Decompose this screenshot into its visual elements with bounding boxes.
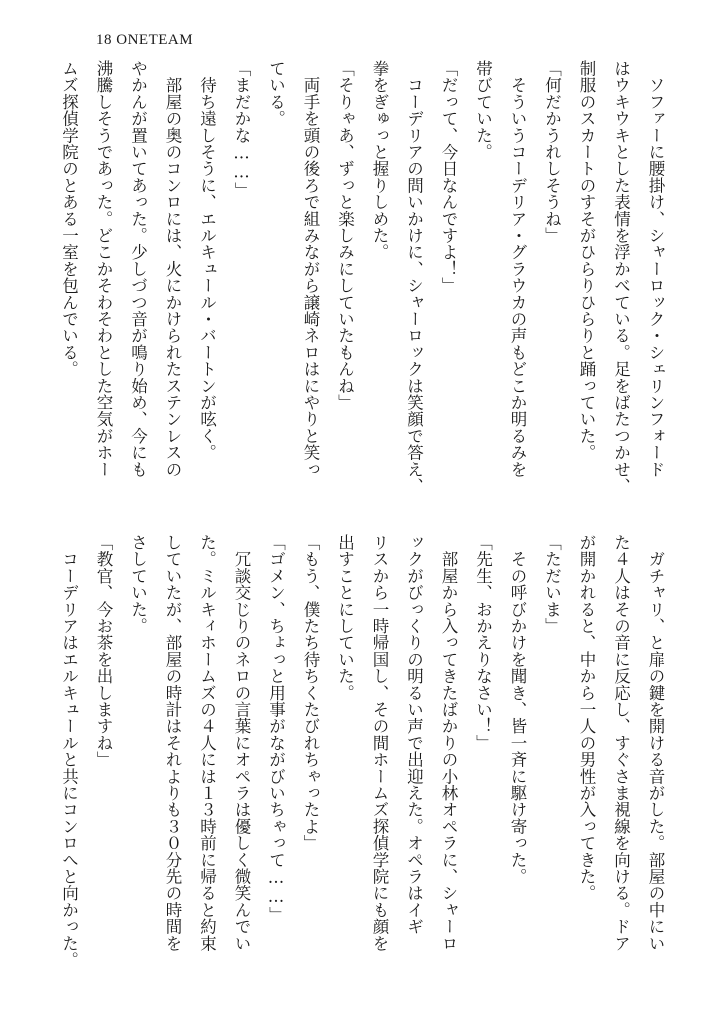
text-line: 「だって、今日なんですよ！」 bbox=[439, 60, 458, 294]
text-line: はウキウキとした表情を浮かべている。足をばたつかせ、 bbox=[611, 60, 631, 495]
text-line: 「もう、僕たち待ちくたびれちゃったよ」 bbox=[301, 534, 320, 852]
text-line: 待ち遠しそうに、エルキュール・バートンが呟く。 bbox=[197, 60, 217, 461]
text-line: リスから一時帰国し、その間ホームズ探偵学院にも顔を bbox=[370, 534, 389, 952]
text-line: やかんが置いてあった。少しづつ音が鳴り始め、今にも bbox=[128, 60, 148, 478]
text-line: 「そりゃあ、ずっと楽しみにしていたもんね」 bbox=[335, 60, 355, 411]
text-line: 「ゴメン、ちょっと用事がながびいちゃって……」 bbox=[266, 534, 286, 924]
text-line: 部屋の奥のコンロには、火にかけられたステンレスの bbox=[163, 60, 182, 478]
text-line: た。ミルキィホームズの４人には１３時前に帰ると約束 bbox=[197, 534, 217, 952]
text-line: 「先生、おかえりなさい！」 bbox=[473, 534, 493, 752]
text-line: していたが、部屋の時計はそれよりも３０分先の時間を bbox=[163, 534, 182, 952]
text-line: ソファーに腰掛け、シャーロック・シェリンフォード bbox=[646, 60, 665, 478]
text-line: 沸騰しそうであった。どこかそわそわとした空気がホー bbox=[94, 60, 113, 478]
text-line: 部屋から入ってきたばかりの小林オペラに、シャーロ bbox=[439, 534, 458, 952]
text-line: が開かれると、中から一人の男性が入ってきた。 bbox=[577, 534, 596, 902]
text-line: 制服のスカートのすそがひらりひらりと踊っていた。 bbox=[577, 60, 596, 461]
text-line: 冗談交じりのネロの言葉にオペラは優しく微笑んでい bbox=[232, 534, 251, 952]
text-line: 出すことにしていた。 bbox=[335, 534, 355, 701]
running-header bbox=[96, 32, 193, 49]
text-line: 帯びていた。 bbox=[473, 60, 493, 161]
text-line: ている。 bbox=[266, 60, 286, 127]
text-line: 「何だかうれしそうね」 bbox=[542, 60, 562, 244]
text-line: 「まだかな……」 bbox=[232, 60, 251, 199]
text-line: そういうコーデリア・グラウカの声もどこか明るみを bbox=[508, 60, 527, 478]
text-line: 「ただいま」 bbox=[542, 534, 562, 635]
text-line: ムズ探偵学院のとある一室を包んでいる。 bbox=[59, 60, 79, 378]
page-number: 18 bbox=[96, 32, 112, 48]
text-line: ガチャリ、と扉の鍵を開ける音がした。部屋の中にい bbox=[646, 534, 665, 952]
text-line: コーデリアはエルキュールと共にコンロへと向かった。 bbox=[59, 534, 79, 969]
text-line: た４人はその音に反応し、すぐさま視線を向ける。ドア bbox=[611, 534, 631, 952]
bottom-text-block bbox=[59, 534, 672, 984]
top-text-block bbox=[59, 60, 672, 530]
text-line: その呼びかけを聞き、皆一斉に駆け寄った。 bbox=[508, 534, 527, 885]
book-title: ONETEAM bbox=[116, 32, 194, 48]
text-line: 「教官、今お茶を出しますね」 bbox=[94, 534, 113, 768]
text-line: ックがびっくりの明るい声で出迎えた。オペラはイギ bbox=[404, 534, 424, 935]
text-line: 拳をぎゅっと握りしめた。 bbox=[370, 60, 389, 261]
text-line: さしていた。 bbox=[128, 534, 148, 635]
text-line: コーデリアの問いかけに、シャーロックは笑顔で答え、 bbox=[404, 60, 424, 495]
text-line: 両手を頭の後ろで組みながら譲崎ネロはにやりと笑っ bbox=[301, 60, 320, 478]
